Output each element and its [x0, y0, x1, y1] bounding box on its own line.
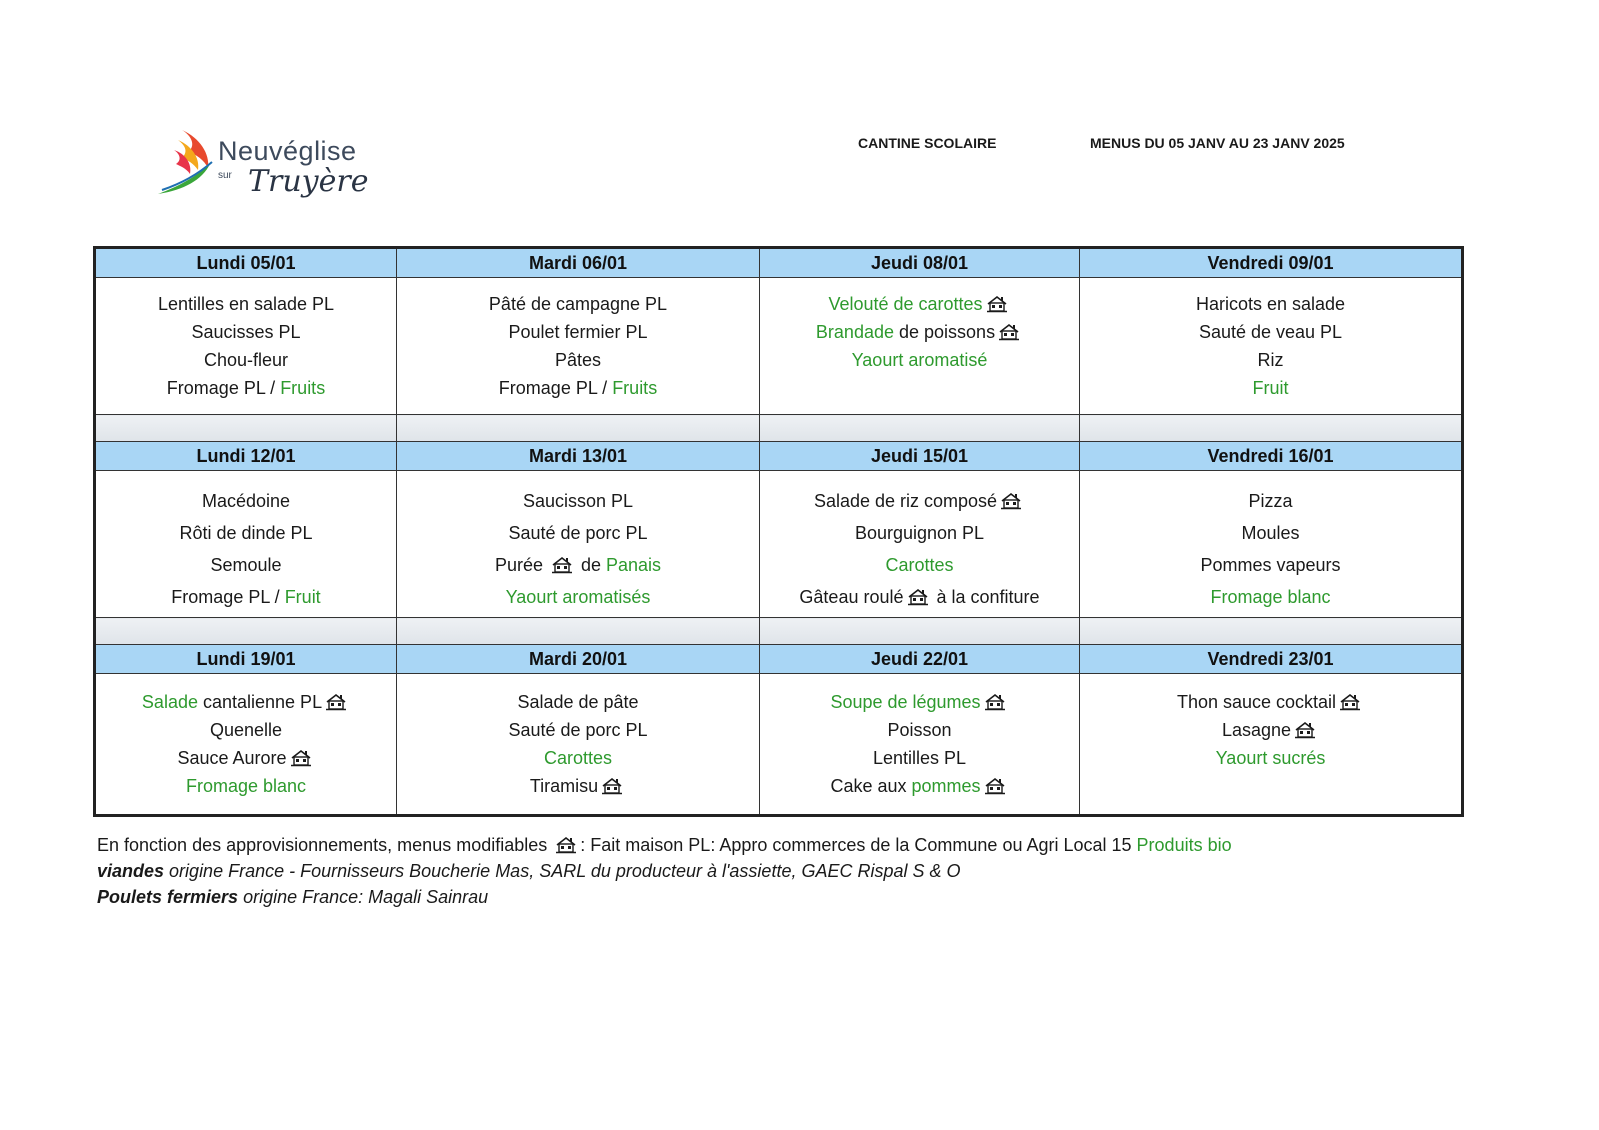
dish-part: Purée: [494, 555, 548, 575]
day-menu: [1080, 278, 1463, 415]
logo-flame-icon: [152, 124, 222, 204]
dish: [760, 290, 1079, 318]
house-icon: [290, 749, 312, 767]
dish-part: Salade de riz composé: [813, 491, 998, 511]
day-header: Mardi 06/01: [397, 248, 760, 278]
dish-part: Thon sauce cocktail: [1176, 692, 1337, 712]
dish: Lentilles PL: [872, 748, 967, 768]
day-header: Jeudi 22/01: [760, 645, 1080, 674]
day-header: Vendredi 09/01: [1080, 248, 1463, 278]
note-text: En fonction des approvisionnements, menus modifiables: [97, 835, 553, 855]
dish-bio: Velouté de carottes: [828, 294, 983, 314]
house-icon: [1000, 492, 1022, 510]
day-header: Jeudi 15/01: [760, 442, 1080, 471]
dish: Lentilles en salade PL: [157, 294, 335, 314]
dish-bio: Carottes: [885, 555, 954, 575]
dish: Pâté de campagne PL: [488, 294, 668, 314]
dish: [96, 374, 396, 402]
dish: [397, 772, 759, 800]
dish-bio: Yaourt aromatisés: [505, 587, 651, 607]
dish-bio: Carottes: [543, 748, 613, 768]
house-icon: [551, 556, 573, 574]
note-meat-origin: [97, 858, 1232, 884]
dish: Rôti de dinde PL: [179, 523, 313, 543]
day-menu: [760, 278, 1080, 415]
dish: Pâtes: [554, 350, 602, 370]
dish: Saucisson PL: [522, 491, 634, 511]
dish: [96, 688, 396, 716]
week2-header-row: [95, 442, 1463, 471]
day-header: Jeudi 08/01: [760, 248, 1080, 278]
dish: Sauté de veau PL: [1198, 322, 1343, 342]
note-bio: Produits bio: [1136, 835, 1232, 855]
dish-part: Sauce Aurore: [177, 748, 287, 768]
day-header: Mardi 20/01: [397, 645, 760, 674]
dish-bio: Fruit: [1252, 378, 1289, 398]
week-separator: [95, 415, 1463, 442]
house-icon: [907, 588, 929, 606]
house-icon: [1339, 693, 1361, 711]
dish: Quenelle: [209, 720, 283, 740]
note-label: Poulets fermiers: [97, 887, 239, 907]
dish: Riz: [1257, 350, 1284, 370]
week3-menu-row: [95, 674, 1463, 816]
note-poultry-origin: [97, 884, 1232, 910]
day-header: Lundi 05/01: [95, 248, 397, 278]
dish: Macédoine: [201, 491, 291, 511]
dish-bio: Fromage blanc: [185, 776, 307, 796]
dish: Moules: [1241, 523, 1300, 543]
house-icon: [1294, 721, 1316, 739]
day-menu: [397, 674, 760, 816]
dish: [397, 374, 759, 402]
dish-part: Cake aux: [830, 776, 912, 796]
cantine-title: CANTINE SCOLAIRE: [858, 135, 997, 151]
logo: [152, 124, 392, 214]
dish: Pommes vapeurs: [1200, 555, 1341, 575]
note-label: viandes: [97, 861, 165, 881]
dish-bio: Fruit: [284, 587, 321, 607]
day-header: Vendredi 23/01: [1080, 645, 1463, 674]
dish: [1080, 688, 1461, 716]
day-menu: [760, 471, 1080, 618]
dish: Sauté de porc PL: [508, 523, 648, 543]
note-legend: [97, 832, 1232, 858]
dish: [760, 772, 1079, 800]
dish: Pizza: [1248, 491, 1293, 511]
house-icon: [984, 777, 1006, 795]
dish-bio: Yaourt aromatisé: [851, 350, 988, 370]
day-header: Lundi 19/01: [95, 645, 397, 674]
day-header: Lundi 12/01: [95, 442, 397, 471]
note-text: : Fait maison PL: Appro commerces de la Commune ou Agri Local 15: [580, 835, 1137, 855]
dish-part: de: [575, 555, 607, 575]
dish-part: cantalienne PL: [197, 692, 323, 712]
dish: [1080, 716, 1461, 744]
house-icon: [601, 777, 623, 795]
house-icon: [998, 323, 1020, 341]
day-menu: [95, 278, 397, 415]
dish: Poisson: [887, 720, 952, 740]
dish: Semoule: [210, 555, 282, 575]
menus-period: MENUS DU 05 JANV AU 23 JANV 2025: [1090, 135, 1345, 151]
day-menu: [760, 674, 1080, 816]
dish: Bourguignon PL: [854, 523, 985, 543]
week-separator: [95, 618, 1463, 645]
day-menu: [95, 471, 397, 618]
week2-menu-row: [95, 471, 1463, 618]
dish-part: Tiramisu: [529, 776, 599, 796]
day-menu: [1080, 674, 1463, 816]
dish-bio: Soupe de légumes: [830, 692, 981, 712]
dish: Chou-fleur: [203, 350, 289, 370]
week3-header-row: [95, 645, 1463, 674]
dish-part: à la confiture: [931, 587, 1040, 607]
logo-script: Truyère: [248, 164, 369, 199]
day-menu: [1080, 471, 1463, 618]
day-menu: [397, 278, 760, 415]
house-icon: [555, 836, 577, 854]
dish-part: de poissons: [894, 322, 996, 342]
day-header: Vendredi 16/01: [1080, 442, 1463, 471]
logo-sur: sur: [218, 170, 232, 181]
dish: [96, 744, 396, 772]
dish: [760, 688, 1079, 716]
dish-part: Fromage PL /: [171, 587, 285, 607]
dish: Sauté de porc PL: [508, 720, 648, 740]
dish: Salade de pâte: [517, 692, 639, 712]
dish-bio: Fromage blanc: [1210, 587, 1331, 607]
dish-part: Fromage PL /: [498, 378, 613, 398]
house-icon: [984, 693, 1006, 711]
dish: Poulet fermier PL: [508, 322, 648, 342]
logo-name: Neuvéglise: [218, 136, 357, 166]
footnotes: [97, 832, 1232, 910]
dish-part: Lasagne: [1221, 720, 1292, 740]
house-icon: [986, 295, 1008, 313]
day-header: Mardi 13/01: [397, 442, 760, 471]
week1-menu-row: [95, 278, 1463, 415]
dish-bio: pommes: [911, 776, 981, 796]
week1-header-row: [95, 248, 1463, 278]
dish: Haricots en salade: [1195, 294, 1346, 314]
dish: [760, 581, 1079, 613]
dish-bio: Brandade: [815, 322, 894, 342]
dish-bio: Salade: [141, 692, 198, 712]
menu-table: [93, 246, 1464, 817]
day-menu: [95, 674, 397, 816]
dish-bio: Fruits: [280, 378, 326, 398]
dish: [96, 581, 396, 613]
dish-bio: Fruits: [612, 378, 658, 398]
dish: [760, 485, 1079, 517]
note-text: origine France - Fournisseurs Boucherie Mas, SARL du producteur à l'assiette, GAEC Rispal S & O: [164, 861, 961, 881]
dish: [397, 549, 759, 581]
dish-bio: Yaourt sucrés: [1215, 748, 1326, 768]
day-menu: [397, 471, 760, 618]
dish-part: Gâteau roulé: [799, 587, 904, 607]
dish: [760, 318, 1079, 346]
dish-bio: Panais: [606, 555, 662, 575]
house-icon: [325, 693, 347, 711]
note-text: origine France: Magali Sainrau: [238, 887, 489, 907]
dish-part: Fromage PL /: [166, 378, 281, 398]
dish: Saucisses PL: [191, 322, 301, 342]
